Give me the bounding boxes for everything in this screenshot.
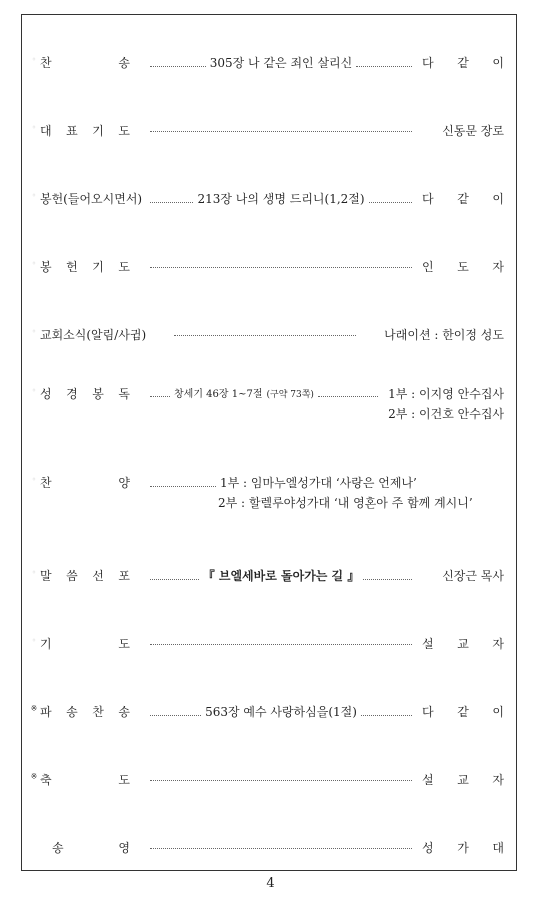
order-item-choir-anthem	[22, 470, 518, 514]
bullet-mark: ◦	[31, 475, 37, 484]
order-item-representative-prayer	[22, 118, 518, 140]
leader-dots	[150, 706, 201, 716]
item-content: 563장 예수 사랑하심을(1절)	[146, 703, 416, 720]
standing-mark: ※	[30, 772, 38, 781]
leader-dots	[361, 706, 412, 716]
bullet-mark: ◦	[31, 259, 37, 268]
leader-dots	[318, 387, 378, 397]
leader-dots	[150, 839, 412, 849]
item-person: 신장근 목사	[442, 569, 504, 583]
item-content: 『 브엘세바로 돌아가는 길 』	[146, 567, 416, 584]
item-content	[170, 326, 360, 336]
bullet-mark: ◦	[31, 327, 37, 336]
item-title: 파 송 찬 송	[40, 705, 130, 719]
bullet-mark: ◦	[31, 568, 37, 577]
leader-dots	[150, 477, 216, 487]
leader-dots	[150, 387, 170, 397]
bullet-mark: ◦	[31, 386, 37, 395]
item-content	[146, 839, 416, 849]
item-content	[146, 635, 416, 645]
order-item-sending-hymn	[22, 699, 518, 721]
item-title: 봉헌(들어오시면서)	[40, 192, 143, 206]
item-person: 다 같 이	[422, 705, 504, 719]
order-item-doxology	[22, 835, 518, 857]
item-content: 1부 : 임마누엘성가대 ‘사랑은 언제나’	[146, 474, 506, 491]
item-person: 인 도 자	[422, 260, 504, 274]
item-title: 찬 송	[40, 56, 130, 70]
item-title: 봉 헌 기 도	[40, 260, 130, 274]
item-person: 다 같 이	[422, 192, 504, 206]
item-person: 성 가 대	[422, 841, 504, 855]
item-content	[146, 258, 416, 268]
order-item-offering	[22, 186, 518, 208]
item-person: 1부 : 이지영 안수집사	[388, 387, 504, 401]
item-content: 213장 나의 생명 드리니(1,2절)	[146, 190, 416, 207]
order-item-benediction	[22, 767, 518, 789]
leader-dots	[369, 193, 412, 203]
item-second-choir: 2부 : 할렐루야성가대 ‘내 영혼아 주 함께 계시니’	[218, 496, 473, 510]
item-title: 성 경 봉 독	[40, 387, 130, 401]
item-title: 말 씀 선 포	[40, 569, 130, 583]
leader-dots	[150, 258, 412, 268]
item-title: 찬 양	[40, 476, 130, 490]
order-item-church-news	[22, 322, 518, 344]
item-person: 설 교 자	[422, 773, 504, 787]
leader-dots	[363, 570, 412, 580]
order-item-prayer	[22, 631, 518, 653]
item-title: 축 도	[40, 773, 130, 787]
item-person: 나래이션 : 한이정 성도	[384, 328, 504, 342]
item-content	[146, 771, 416, 781]
bullet-mark: ◦	[31, 123, 37, 132]
item-content	[146, 122, 416, 132]
bullet-mark: ◦	[31, 191, 37, 200]
leader-dots	[150, 57, 206, 67]
item-title: 기 도	[40, 637, 130, 651]
item-second-reader: 2부 : 이건호 안수집사	[388, 407, 504, 421]
order-item-offering-prayer	[22, 254, 518, 276]
leader-dots	[150, 570, 199, 580]
bullet-mark: ◦	[31, 636, 37, 645]
item-content: 305장 나 같은 죄인 살리신	[146, 54, 416, 71]
item-title: 교회소식(알림/사귐)	[40, 328, 147, 342]
leader-dots	[150, 771, 412, 781]
item-title: 대 표 기 도	[40, 124, 130, 138]
order-item-sermon	[22, 563, 518, 585]
leader-dots	[150, 122, 412, 132]
order-item-scripture-reading	[22, 381, 518, 425]
page-number: 4	[266, 876, 275, 891]
leader-dots	[174, 326, 356, 336]
leader-dots	[150, 635, 412, 645]
item-person: 신동문 장로	[442, 124, 504, 138]
item-person: 설 교 자	[422, 637, 504, 651]
order-item-hymn	[22, 50, 518, 72]
item-content: 창세기 46장 1~7절 (구약 73쪽)	[146, 385, 382, 400]
leader-dots	[356, 57, 412, 67]
item-person: 다 같 이	[422, 56, 504, 70]
bullet-mark: ◦	[31, 55, 37, 64]
item-title: 송 영	[52, 841, 130, 855]
leader-dots	[150, 193, 193, 203]
standing-mark: ※	[30, 704, 38, 713]
bulletin-frame	[21, 14, 517, 871]
